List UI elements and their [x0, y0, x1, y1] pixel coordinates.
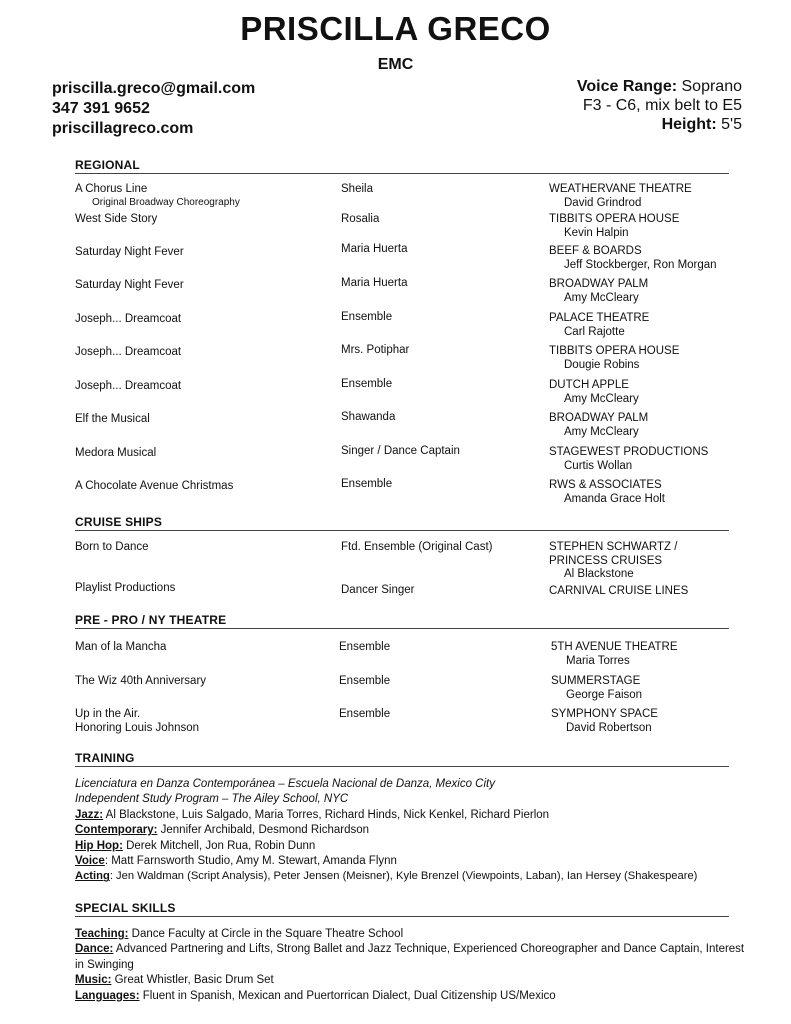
phone[interactable]: 347 391 9652: [52, 100, 150, 117]
height-value: 5'5: [721, 116, 742, 133]
show-title: West Side Story: [75, 213, 158, 225]
role: Ftd. Ensemble (Original Cast): [341, 541, 493, 553]
director: Dougie Robins: [564, 358, 640, 371]
section-title: SPECIAL SKILLS: [75, 901, 729, 917]
venue: BROADWAY PALM: [549, 278, 649, 290]
skill-label: Teaching:: [75, 928, 129, 940]
skill-line: [75, 973, 751, 988]
height: [577, 115, 742, 134]
show-title: Saturday Night Fever: [75, 246, 184, 258]
role: Maria Huerta: [341, 277, 408, 289]
training-section: [75, 751, 729, 891]
show-title: A Chorus Line: [75, 183, 148, 195]
skill-label: Languages:: [75, 989, 140, 1002]
cruise-section: [75, 515, 729, 605]
regional-section: [75, 158, 729, 508]
role: Ensemble: [341, 311, 393, 323]
training-label: Voice: [75, 855, 105, 868]
director: Amy McCleary: [564, 291, 639, 304]
training-text: : Jen Waldman (Script Analysis), Peter Jensen (Meisner), Kyle Brenzel (Viewpoints, Laban), Ian Hersey (Shakespeare): [109, 870, 698, 883]
director: Maria Torres: [566, 654, 630, 667]
skills-section: [75, 901, 745, 1016]
venue: TIBBITS OPERA HOUSE: [549, 213, 680, 225]
training-label: Hip Hop:: [75, 839, 123, 852]
role: Maria Huerta: [341, 243, 408, 255]
venue: BROADWAY PALM: [549, 412, 649, 424]
director: Al Blackstone: [564, 568, 634, 580]
director: David Robertson: [566, 721, 652, 734]
director: Carl Rajotte: [564, 325, 625, 338]
show-title: A Chocolate Avenue Christmas: [75, 480, 234, 492]
voice-range-value: Soprano: [681, 78, 742, 95]
show-title: Playlist Productions: [75, 582, 176, 594]
venue: PALACE THEATRE: [549, 312, 650, 324]
voice-range: [577, 77, 742, 96]
role: Singer / Dance Captain: [341, 445, 460, 457]
skill-line: [75, 942, 751, 973]
show-title-line-2: Honoring Louis Johnson: [75, 721, 200, 734]
section-title: TRAINING: [75, 751, 729, 767]
training-line: [75, 839, 755, 854]
section-title: REGIONAL: [75, 158, 729, 174]
training-label: Jazz:: [75, 808, 104, 821]
height-label: Height:: [661, 116, 717, 133]
director: Amy McCleary: [564, 425, 639, 438]
role: Rosalia: [341, 213, 380, 225]
contact-info: [52, 79, 255, 139]
skill-text: Dance Faculty at Circle in the Square Theatre School: [128, 928, 404, 940]
vocal-range: F3 - C6, mix belt to E5: [582, 97, 742, 114]
show-title: Up in the Air.: [75, 708, 141, 720]
venue: STEPHEN SCHWARTZ /: [549, 541, 678, 553]
vitals: [577, 77, 742, 134]
director: Amanda Grace Holt: [564, 492, 665, 505]
training-label: Contemporary:: [75, 824, 158, 837]
show-title: Joseph... Dreamcoat: [75, 313, 182, 325]
venue: STAGEWEST PRODUCTIONS: [549, 446, 709, 458]
venue: SUMMERSTAGE: [551, 675, 641, 687]
skill-line: [75, 989, 751, 1004]
email[interactable]: priscilla.greco@gmail.com: [52, 80, 256, 97]
role: Ensemble: [339, 641, 391, 653]
role: Ensemble: [339, 675, 391, 687]
role: Ensemble: [341, 478, 393, 490]
show-title: Medora Musical: [75, 447, 157, 459]
training-text: Jennifer Archibald, Desmond Richardson: [157, 824, 370, 837]
venue: SYMPHONY SPACE: [551, 708, 658, 720]
voice-range-label: Voice Range:: [576, 78, 678, 95]
training-text: Derek Mitchell, Jon Rua, Robin Dunn: [122, 839, 316, 852]
venue-line-2: PRINCESS CRUISES: [549, 554, 663, 567]
training-label: Acting: [75, 870, 110, 883]
director: George Faison: [566, 688, 643, 701]
degree: Independent Study Program – The Ailey School, NYC: [75, 793, 349, 806]
skill-label: Dance:: [75, 943, 114, 956]
skill-label: Music:: [75, 974, 112, 987]
venue: RWS & ASSOCIATES: [549, 479, 662, 491]
show-title: Joseph... Dreamcoat: [75, 346, 182, 358]
role: Ensemble: [339, 708, 391, 720]
show-title: Man of la Mancha: [75, 641, 167, 653]
skill-text: Fluent in Spanish, Mexican and Puertorrican Dialect, Dual Citizenship US/Mexico: [139, 989, 556, 1002]
venue: TIBBITS OPERA HOUSE: [549, 345, 680, 357]
show-title: The Wiz 40th Anniversary: [75, 675, 207, 687]
venue: CARNIVAL CRUISE LINES: [549, 585, 689, 597]
prepro-section: [75, 613, 729, 738]
section-title: CRUISE SHIPS: [75, 515, 729, 531]
training-line: [75, 854, 755, 869]
director: Kevin Halpin: [564, 226, 629, 239]
training-line: [75, 869, 755, 884]
training-line: [75, 808, 755, 823]
show-note: Original Broadway Choreography: [92, 196, 240, 208]
role: Mrs. Potiphar: [341, 344, 410, 356]
show-title: Born to Dance: [75, 541, 149, 553]
skill-line: [75, 927, 751, 942]
training-line: [75, 823, 755, 838]
union-status: EMC: [377, 56, 414, 73]
skill-text: Advanced Partnering and Lifts, Strong Ballet and Jazz Technique, Experienced Choreographer and Dance Captain, Interest in Swinging: [75, 943, 745, 971]
show-title: Saturday Night Fever: [75, 279, 184, 291]
training-text: Al Blackstone, Luis Salgado, Maria Torres, Richard Hinds, Nick Kenkel, Richard Pierlon: [103, 808, 550, 821]
show-title: Elf the Musical: [75, 413, 150, 425]
degree: Licenciatura en Danza Contemporánea – Escuela Nacional de Danza, Mexico City: [75, 778, 495, 790]
venue: 5TH AVENUE THEATRE: [551, 641, 678, 653]
director: David Grindrod: [564, 196, 642, 209]
section-title: PRE - PRO / NY THEATRE: [75, 613, 729, 629]
venue: BEEF & BOARDS: [549, 245, 642, 257]
role: Dancer Singer: [341, 584, 415, 596]
director: Curtis Wollan: [564, 459, 633, 472]
director: Jeff Stockberger, Ron Morgan: [564, 258, 717, 271]
website[interactable]: priscillagreco.com: [52, 120, 194, 137]
role: Sheila: [341, 183, 373, 195]
role: Shawanda: [341, 411, 396, 423]
skill-text: Great Whistler, Basic Drum Set: [111, 974, 274, 987]
venue: DUTCH APPLE: [549, 379, 629, 391]
role: Ensemble: [341, 378, 393, 390]
resume-name: PRISCILLA GRECO: [240, 10, 551, 47]
venue: WEATHERVANE THEATRE: [549, 183, 692, 195]
show-title: Joseph... Dreamcoat: [75, 380, 182, 392]
director: Amy McCleary: [564, 392, 639, 405]
training-text: : Matt Farnsworth Studio, Amy M. Stewart, Amanda Flynn: [104, 855, 397, 868]
